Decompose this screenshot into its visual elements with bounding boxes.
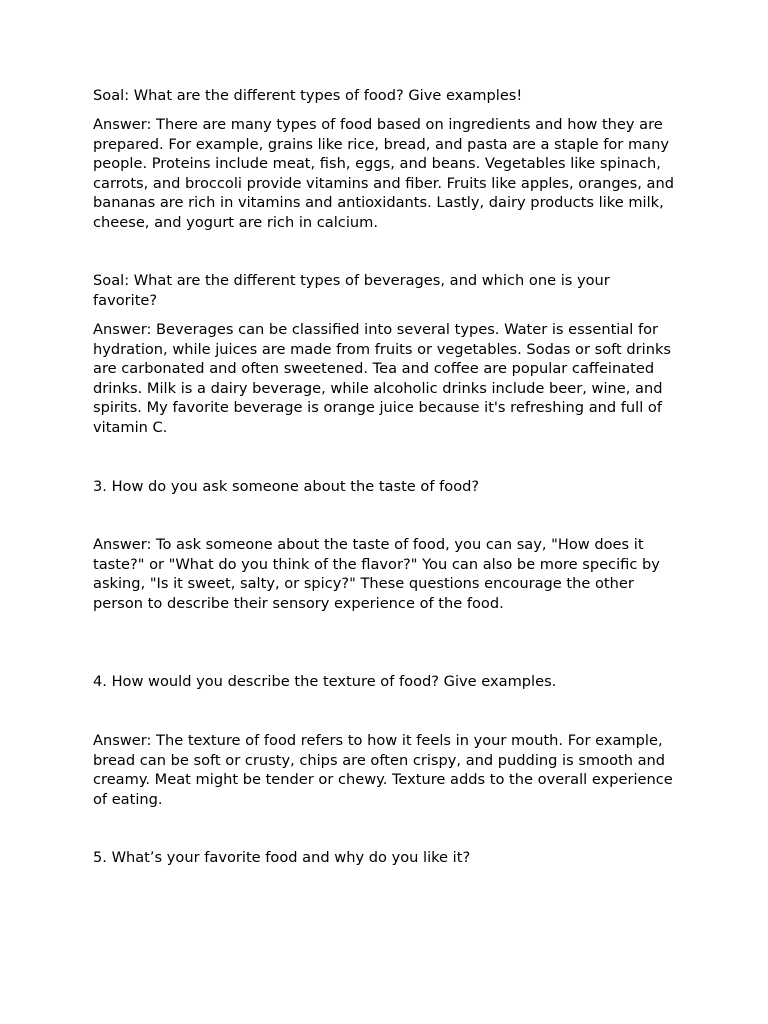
answer-1: Answer: There are many types of food based on ingredients and how they are prepared. For example, grains like rice, bread, and pasta are a staple for many people. Proteins include meat, fish, eggs, and beans. Vegetables like spinach, carrots, and broccoli provide vitamins and fiber. Fruits like apples, oranges, and bananas are rich in vitamins and antioxidants. Lastly, dairy products like milk, cheese, and yogurt are rich in calcium.: [93, 116, 674, 231]
question-1: Soal: What are the different types of food? Give examples!: [93, 87, 523, 104]
question-4: 4. How would you describe the texture of food? Give examples.: [93, 673, 557, 690]
answer-2: Answer: Beverages can be classified into several types. Water is essential for hydration, while juices are made from fruits or vegetables. Sodas or soft drinks are carbonated and often sweetened. Tea and coffee are popular caffeinated drinks. Milk is a dairy beverage, while alcoholic drinks include beer, wine, and spirits. My favorite beverage is orange juice because it's refreshing and full of vitamin C.: [93, 321, 671, 436]
answer-3: Answer: To ask someone about the taste of food, you can say, "How does it taste?" or "What do you think of the flavor?" You can also be more specific by asking, "Is it sweet, salty, or spicy?" These questions encourage the other person to describe their sensory experience of the food.: [93, 536, 660, 612]
answer-4: Answer: The texture of food refers to how it feels in your mouth. For example, bread can be soft or crusty, chips are often crispy, and pudding is smooth and creamy. Meat might be tender or chewy. Texture adds to the overall experience of eating.: [93, 732, 673, 808]
question-5: 5. What’s your favorite food and why do you like it?: [93, 849, 471, 866]
question-2: Soal: What are the different types of beverages, and which one is your favorite?: [93, 272, 610, 309]
question-3: 3. How do you ask someone about the taste of food?: [93, 478, 480, 495]
